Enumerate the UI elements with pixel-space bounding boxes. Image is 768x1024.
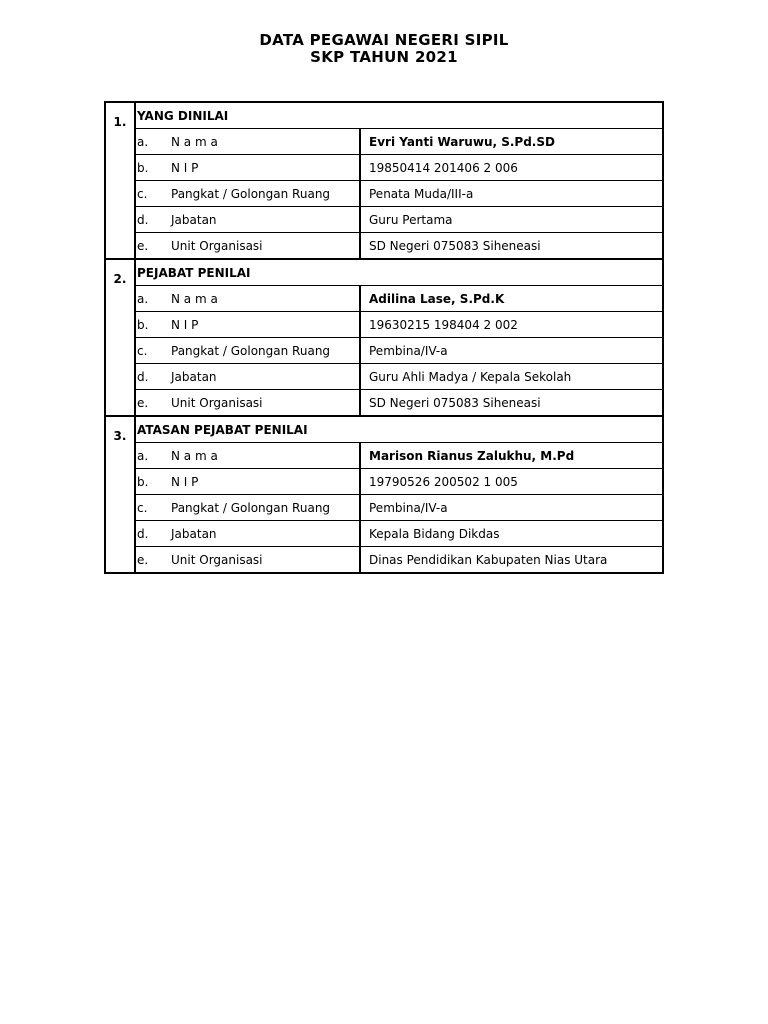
field-letter: c. (137, 500, 148, 515)
field-label (135, 338, 360, 364)
field-letter: e. (137, 395, 149, 410)
field-value: 19630215 198404 2 002 (360, 312, 663, 338)
section-number: 2. (105, 259, 135, 416)
field-value: 19790526 200502 1 005 (360, 469, 663, 495)
section-title: PEJABAT PENILAI (135, 259, 663, 286)
field-label (135, 547, 360, 574)
field-label-text: Jabatan (171, 369, 217, 384)
table-row (105, 521, 663, 547)
table-row (105, 286, 663, 312)
field-value: Kepala Bidang Dikdas (360, 521, 663, 547)
field-label-text: Unit Organisasi (171, 552, 263, 567)
field-label (135, 495, 360, 521)
section-header-row (105, 102, 663, 129)
field-label-text: Unit Organisasi (171, 238, 263, 253)
employee-data-table (104, 101, 664, 574)
field-value: Evri Yanti Waruwu, S.Pd.SD (360, 129, 663, 155)
field-label-text: Jabatan (171, 212, 217, 227)
field-value: Penata Muda/III-a (360, 181, 663, 207)
field-label (135, 286, 360, 312)
field-letter: d. (137, 526, 149, 541)
field-label (135, 181, 360, 207)
section-header-row (105, 416, 663, 443)
field-letter: a. (137, 291, 149, 306)
table-row (105, 207, 663, 233)
table-row (105, 181, 663, 207)
field-value: Pembina/IV-a (360, 495, 663, 521)
table-row (105, 364, 663, 390)
field-value: SD Negeri 075083 Siheneasi (360, 390, 663, 417)
field-label (135, 207, 360, 233)
field-value: Dinas Pendidikan Kabupaten Nias Utara (360, 547, 663, 574)
field-label-text: Jabatan (171, 526, 217, 541)
field-letter: b. (137, 474, 149, 489)
field-value: Marison Rianus Zalukhu, M.Pd (360, 443, 663, 469)
field-label-text: N a m a (171, 291, 218, 306)
field-label (135, 155, 360, 181)
field-label (135, 521, 360, 547)
document-title: DATA PEGAWAI NEGERI SIPIL (259, 31, 509, 49)
field-letter: c. (137, 343, 148, 358)
table-row (105, 495, 663, 521)
table-row (105, 390, 663, 417)
section-number: 1. (105, 102, 135, 259)
field-letter: a. (137, 134, 149, 149)
field-value: Adilina Lase, S.Pd.K (360, 286, 663, 312)
table-row (105, 443, 663, 469)
field-letter: b. (137, 317, 149, 332)
field-label-text: Pangkat / Golongan Ruang (171, 343, 331, 358)
field-label-text: N a m a (171, 134, 218, 149)
field-label (135, 364, 360, 390)
table-row (105, 155, 663, 181)
field-label-text: Pangkat / Golongan Ruang (171, 186, 331, 201)
field-letter: a. (137, 448, 149, 463)
field-label-text: N a m a (171, 448, 218, 463)
table-row (105, 547, 663, 574)
field-letter: d. (137, 369, 149, 384)
field-label (135, 469, 360, 495)
field-value: 19850414 201406 2 006 (360, 155, 663, 181)
field-label (135, 312, 360, 338)
table-row (105, 312, 663, 338)
field-label-text: N I P (171, 474, 199, 489)
section-title: ATASAN PEJABAT PENILAI (135, 416, 663, 443)
document-subtitle: SKP TAHUN 2021 (310, 48, 458, 66)
field-value: Guru Ahli Madya / Kepala Sekolah (360, 364, 663, 390)
field-letter: e. (137, 238, 149, 253)
section-header-row (105, 259, 663, 286)
field-label (135, 129, 360, 155)
table-row (105, 129, 663, 155)
field-label-text: N I P (171, 160, 199, 175)
field-label-text: Unit Organisasi (171, 395, 263, 410)
field-letter: c. (137, 186, 148, 201)
field-label (135, 233, 360, 260)
field-letter: b. (137, 160, 149, 175)
table-row (105, 233, 663, 260)
field-value: Guru Pertama (360, 207, 663, 233)
table-row (105, 469, 663, 495)
section-title: YANG DINILAI (135, 102, 663, 129)
field-value: Pembina/IV-a (360, 338, 663, 364)
field-label-text: Pangkat / Golongan Ruang (171, 500, 331, 515)
field-label-text: N I P (171, 317, 199, 332)
field-value: SD Negeri 075083 Siheneasi (360, 233, 663, 260)
field-label (135, 443, 360, 469)
table-row (105, 338, 663, 364)
field-letter: e. (137, 552, 149, 567)
field-label (135, 390, 360, 417)
section-number: 3. (105, 416, 135, 573)
field-letter: d. (137, 212, 149, 227)
